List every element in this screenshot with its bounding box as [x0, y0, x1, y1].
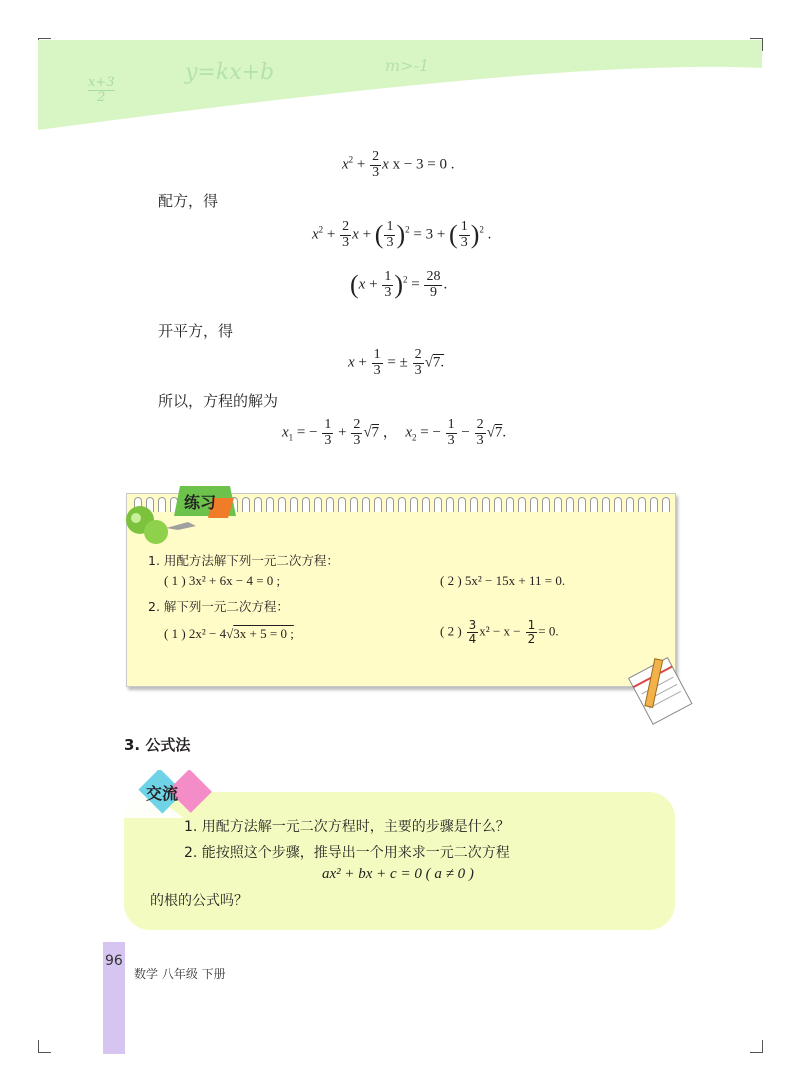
step-label: 开平方，得 — [158, 322, 234, 340]
equation-2: $x^2$ + $\frac{2}{3}$ x + ( $\frac{1}{3}$ )$^2$ = 3 + ( $\frac{1}{3}$ )$^2$ . — [312, 219, 492, 250]
practice-badge-icon — [118, 478, 248, 548]
exercise-question-1: 1. 用配方法解下列一元二次方程： — [148, 553, 339, 568]
crop-mark — [750, 1040, 763, 1053]
page-number: 96 — [105, 953, 123, 969]
equation-3: (x + $\frac{1}{3}$ )$^2$ = $\frac{28}{9}$ . — [350, 269, 448, 300]
exercise-question-2: 2. 解下列一元二次方程： — [148, 599, 289, 614]
quadratic-general-form: ax² + bx + c = 0 ( a ≠ 0 ) — [322, 866, 474, 882]
step-label: 配方，得 — [158, 192, 219, 210]
section-title: 3. 公式法 — [124, 736, 191, 754]
header-formula: m>-1 — [385, 56, 430, 75]
crop-mark — [38, 1040, 51, 1053]
book-title: 数学 八年级 下册 — [134, 967, 226, 981]
discussion-badge-label: 交流 — [146, 784, 179, 803]
exercise-item: ( 1 ) 2x² − 4√3x + 5 = 0 ; — [164, 626, 294, 641]
discussion-line-3: 的根的公式吗？ — [150, 893, 248, 909]
header-formula: x+3 2 — [88, 75, 115, 106]
exercise-item: ( 2 ) 5x² − 15x + 11 = 0. — [440, 573, 566, 588]
equation-4: x + $\frac{1}{3}$ = ± $\frac{2}{3}$ √7. — [348, 347, 445, 378]
equation-1: $x^2$ + $\frac{2}{3}$ x x − 3 = 0 . — [342, 149, 455, 180]
discussion-line-1: 1. 用配方法解一元二次方程时，主要的步骤是什么？ — [184, 819, 510, 835]
notebook-pencil-icon — [624, 650, 700, 728]
exercise-item: ( 1 ) 3x² + 6x − 4 = 0 ; — [164, 573, 281, 588]
practice-badge-label: 练习 — [184, 493, 217, 512]
exercise-item: ( 2 ) $\frac{3}{4}$ x² − x − $\frac{1}{2}$ = 0. — [440, 618, 559, 646]
step-label: 所以，方程的解为 — [158, 392, 279, 410]
discussion-badge-icon — [124, 770, 234, 820]
header-formula: y=kx+b — [185, 60, 275, 85]
discussion-line-2: 2. 能按照这个步骤，推导出一个用来求一元二次方程 — [184, 845, 510, 861]
equation-5: $x_1$ = − $\frac{1}{3}$ + $\frac{2}{3}$ √7 ， $x_2$ = − $\frac{1}{3}$ − $\frac{2}{3}$ √7. — [282, 417, 507, 448]
